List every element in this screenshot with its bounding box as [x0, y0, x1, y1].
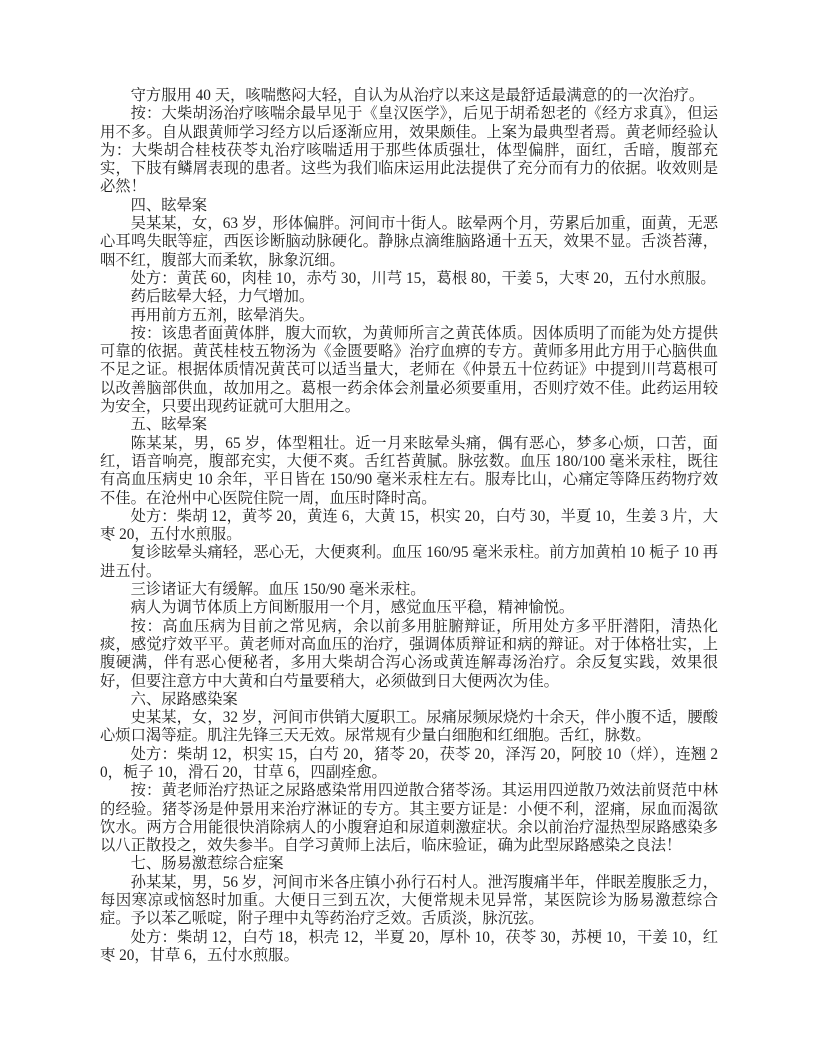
paragraph: 再用前方五剂，眩晕消失。 [130, 306, 315, 324]
paragraph: 守方服用 40 天，咳喘憋闷大轻，自认为从治疗以来这是最舒适最满意的的一次治疗。 [130, 87, 705, 104]
paragraph: 处方：柴胡 12，白芍 18，枳壳 12，半夏 20，厚朴 10，茯苓 30，苏梗 10，干姜 10，红枣 20，甘草 6，五付水煎服。 [100, 928, 718, 964]
paragraph: 吴某某，女，63 岁，形体偏胖。河间市十街人。眩晕两个月，劳累后加重，面黄，无恶心耳鸣失眠等症，西医诊断脑动脉硬化。静脉点滴维脑路通十五天，效果不显。舌淡苔薄，咽不红，腹部大而柔软，脉象沉细。 [100, 215, 718, 269]
paragraph: 孙某某，男，56 岁，河间市米各庄镇小孙行石村人。泄泻腹痛半年，伴眠差腹胀乏力，每因寒凉或恼怒时加重。大便日三到五次，大便常规未见异常，某医院诊为肠易激惹综合症。予以苯乙哌啶，附子理中丸等药治疗乏效。舌质淡，脉沉弦。 [100, 873, 718, 928]
paragraph: 处方：黄芪 60，肉桂 10，赤芍 30，川芎 15，葛根 80，干姜 5，大枣 20，五付水煎服。 [130, 269, 716, 287]
paragraph: 三诊诸证大有缓解。血压 150/90 毫米汞柱。 [130, 581, 426, 599]
paragraph: 按：高血压病为目前之常见病，余以前多用脏腑辩证，所用处方多平肝潜阳，清热化痰，感觉疗效平平。黄老师对高血压的治疗，强调体质辩证和病的辩证。对于体格壮实，上腹硬满，伴有恶心便秘者，多用大柴胡合泻心汤或黄连解毒汤治疗。余反复实践，效果很好，但要注意方中大黄和白芍量要稍大，必须做到日大便两次为佳。 [100, 617, 718, 690]
section-heading: 五、眩晕案 [130, 416, 208, 434]
paragraph: 病人为调节体质上方间断服用一个月，感觉血压平稳，精神愉悦。 [130, 599, 575, 617]
paragraph: 按：黄老师治疗热证之尿路感染常用四逆散合猪苓汤。其运用四逆散乃效法前贤范中林的经验。猪苓汤是仲景用来治疗淋证的专方。其主要方证是：小便不利，涩痛，尿血而渴欲饮水。两方合用能很快消除病人的小腹窘迫和尿道刺激症状。余以前治疗湿热型尿路感染多以八正散投之，效失参半。自学习黄师上法后，临床验证，确为此型尿路感染之良法！ [100, 782, 718, 855]
paragraph: 处方：柴胡 12，黄芩 20，黄连 6，大黄 15，枳实 20，白芍 30，半夏 10，生姜 3 片，大枣 20，五付水煎服。 [100, 507, 718, 544]
paragraph: 药后眩晕大轻，力气增加。 [130, 288, 315, 306]
paragraph: 复诊眩晕头痛轻，恶心无，大便爽利。血压 160/95 毫米汞柱。前方加黄柏 10 栀子 10 再进五付。 [100, 544, 718, 580]
paragraph: 处方：柴胡 12，枳实 15，白芍 20，猪苓 20，茯苓 20，泽泻 20，阿胶 10（烊），连翘 20，栀子 10，滑石 20，甘草 6，四副痊愈。 [100, 745, 718, 781]
section-heading: 四、眩晕案 [130, 196, 208, 214]
paragraph: 陈某某，男，65 岁，体型粗壮。近一月来眩晕头痛，偶有恶心，梦多心烦，口苦，面红，语音响亮，腹部充实，大便不爽。舌红苔黄腻。脉弦数。血压 180/100 毫米汞柱，既往有高血压病史 10 余年，平日皆在 150/90 毫米汞柱左右。服寿比山，心痛定等降压药物疗效不佳。在沧州中心医院住院一周，血压时降时高。 [100, 434, 718, 507]
document-body [100, 87, 718, 965]
paragraph: 按：大柴胡汤治疗咳喘余最早见于《皇汉医学》，后见于胡希恕老的《经方求真》，但运用不多。自从跟黄师学习经方以后逐渐应用，效果颇佳。上案为最典型者焉。黄老师经验认为：大柴胡合桂枝茯苓丸治疗咳喘适用于那些体质强壮，体型偏胖，面红，舌暗，腹部充实，下肢有鳞屑表现的患者。这些为我们临床运用此法提供了充分而有力的依据。收效则是必然！ [100, 105, 718, 196]
paragraph: 按：该患者面黄体胖，腹大而软，为黄师所言之黄芪体质。因体质明了而能为处方提供可靠的依据。黄芪桂枝五物汤为《金匮要略》治疗血痹的专方。黄师多用此方用于心脑供血不足之证。根据体质情况黄芪可以适当量大，老师在《仲景五十位药证》中提到川芎葛根可以改善脑部供血，故加用之。葛根一药余体会剂量必须要重用，否则疗效不佳。此药运用较为安全，只要出现药证就可大胆用之。 [100, 324, 718, 416]
paragraph: 史某某，女，32 岁，河间市供销大厦职工。尿痛尿频尿烧灼十余天，伴小腹不适，腰酸心烦口渴等症。肌注先锋三天无效。尿常规有少量白细胞和红细胞。舌红，脉数。 [100, 709, 718, 745]
section-heading: 七、肠易激惹综合症案 [130, 855, 284, 873]
section-heading: 六、尿路感染案 [130, 690, 238, 708]
